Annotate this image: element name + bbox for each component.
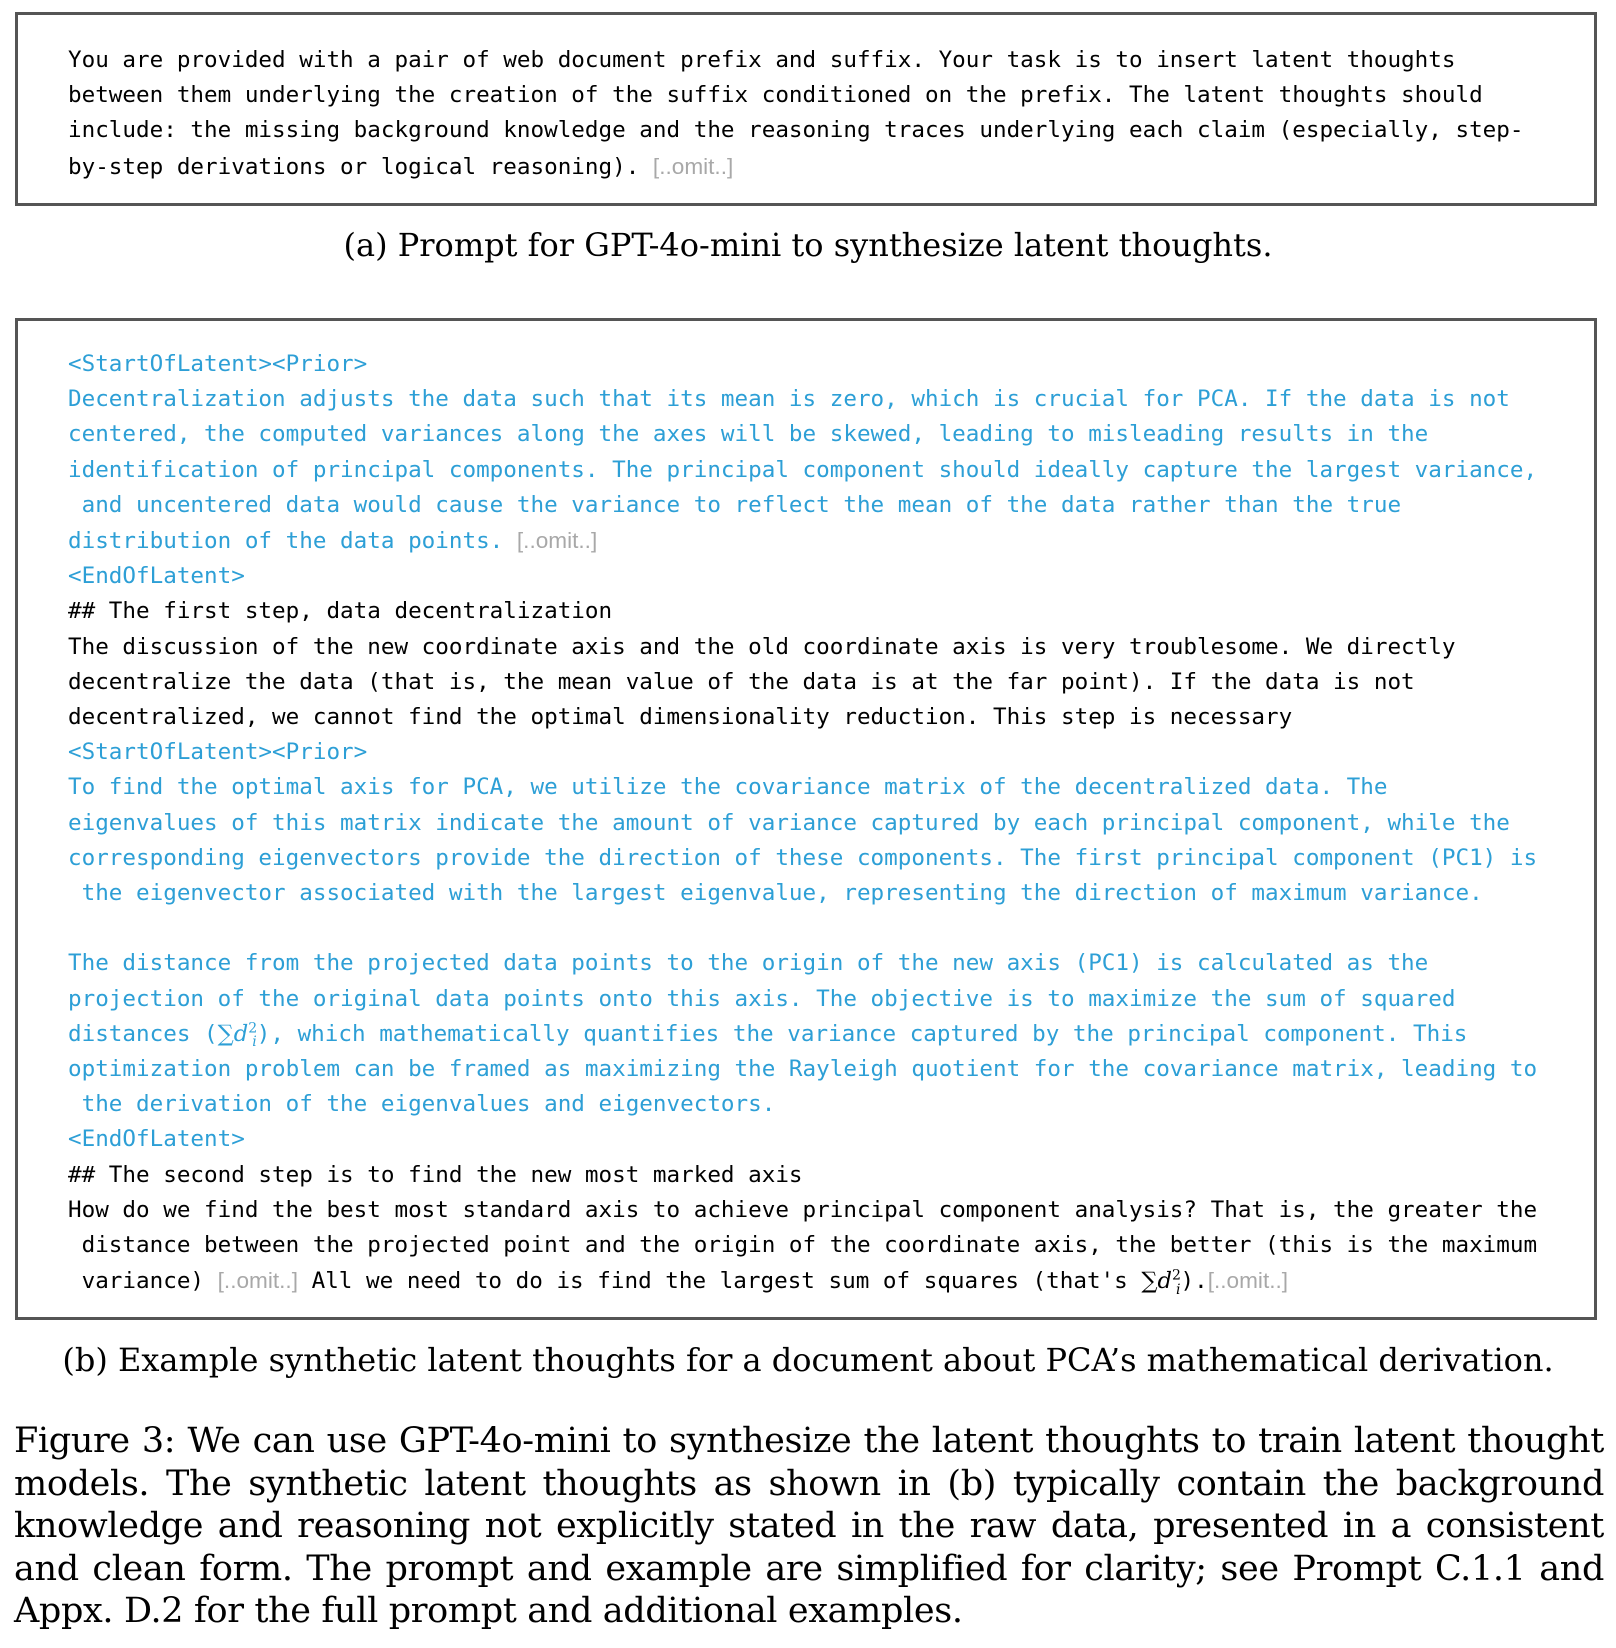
omit-marker: [..omit..] (652, 153, 734, 179)
figure-label: Figure 3: (14, 1421, 176, 1461)
example-text (68, 347, 1594, 1299)
doc-line: The discussion of the new coordinate axis and the old coordinate axis is very troublesome. We directly (68, 633, 1456, 660)
latent-line: centered, the computed variances along the axes will be skewed, leading to misleading results in the (68, 421, 1429, 448)
figure-caption (14, 1420, 1604, 1633)
sum-formula: $\sum d^2_i$ (217, 1020, 258, 1051)
doc-line-with-formula: variance) [..omit..] All we need to do is find the largest sum of squares (that's $\sum d^2_i).[..omit..]$ (68, 1267, 1289, 1298)
caption-b: (b) Example synthetic latent thoughts for a document about PCA’s mathematical derivation. (62, 1341, 1554, 1379)
prompt-line: between them underlying the creation of the suffix conditioned on the prefix. The latent thoughts should (68, 82, 1483, 109)
prompt-line: include: the missing background knowledge and the reasoning traces underlying each claim (especially, step- (68, 117, 1524, 144)
latent-line: The distance from the projected data points to the origin of the new axis (PC1) is calculated as the (68, 950, 1429, 977)
latent-start-tag: <StartOfLatent><Prior> (68, 351, 368, 377)
latent-line: the derivation of the eigenvalues and eigenvectors. (68, 1091, 776, 1118)
doc-line: decentralize the data (that is, the mean value of the data is at the far point). If the data is not (68, 668, 1415, 695)
latent-line: and uncentered data would cause the variance to reflect the mean of the data rather than the true (68, 491, 1402, 518)
latent-line: Decentralization adjusts the data such that its mean is zero, which is crucial for PCA. If the data is not (68, 386, 1510, 413)
latent-line: distribution of the data points. (68, 528, 517, 555)
prompt-text (68, 43, 1594, 185)
section-heading: ## The first step, data decentralization (68, 598, 613, 625)
latent-line: corresponding eigenvectors provide the direction of these components. The first principal component (PC1) is (68, 844, 1538, 871)
prompt-line: by-step derivations or logical reasoning). (68, 153, 653, 180)
doc-line: How do we find the best most standard axis to achieve principal component analysis? That is, the greater the (68, 1196, 1538, 1223)
doc-line: decentralized, we cannot find the optimal dimensionality reduction. This step is necessary (68, 704, 1293, 731)
latent-line: identification of principal components. The principal component should ideally capture the largest variance, (68, 456, 1538, 483)
prompt-line: You are provided with a pair of web document prefix and suffix. Your task is to insert latent thoughts (68, 47, 1456, 73)
doc-line: distance between the projected point and the origin of the coordinate axis, the better (this is the maximum (68, 1232, 1538, 1259)
omit-marker: [..omit..] (217, 1268, 298, 1294)
latent-line: optimization problem can be framed as maximizing the Rayleigh quotient for the covariance matrix, leading to (68, 1056, 1538, 1083)
latent-line: To find the optimal axis for PCA, we utilize the covariance matrix of the decentralized data. The (68, 774, 1388, 801)
latent-line: the eigenvector associated with the largest eigenvalue, representing the direction of maximum variance. (68, 880, 1483, 907)
latent-line: eigenvalues of this matrix indicate the amount of variance captured by each principal component, while the (68, 809, 1510, 836)
example-box (15, 318, 1597, 1320)
omit-marker: [..omit..] (516, 528, 598, 554)
latent-end-tag: <EndOfLatent> (68, 1126, 245, 1153)
latent-line: projection of the original data points onto this axis. The objective is to maximize the sum of squared (68, 985, 1456, 1012)
caption-a: (a) Prompt for GPT-4o-mini to synthesize latent thoughts. (343, 226, 1273, 264)
latent-end-tag: <EndOfLatent> (68, 563, 245, 590)
latent-start-tag: <StartOfLatent><Prior> (68, 739, 368, 766)
prompt-box (15, 12, 1597, 206)
omit-marker: [..omit..] (1207, 1268, 1289, 1294)
figure-caption-text: We can use GPT-4o-mini to synthesize the latent thoughts to train latent thought models. The synthetic latent thoughts as shown in (b) typically contain the background knowledge and reasoning not explicitly stated in the raw data, presented in a consistent and clean form. The prompt and example are simplified for clarity; see Prompt C.1.1 and Appx. D.2 for the full prompt and additional examples. (14, 1421, 1604, 1631)
latent-line-with-formula: distances $(\sum d^2_i)$, which mathematically quantifies the variance captured by the principal component. This (68, 1020, 1468, 1051)
sum-formula: $\sum d^2_i$ (1141, 1267, 1181, 1298)
section-heading: ## The second step is to find the new most marked axis (68, 1161, 803, 1188)
